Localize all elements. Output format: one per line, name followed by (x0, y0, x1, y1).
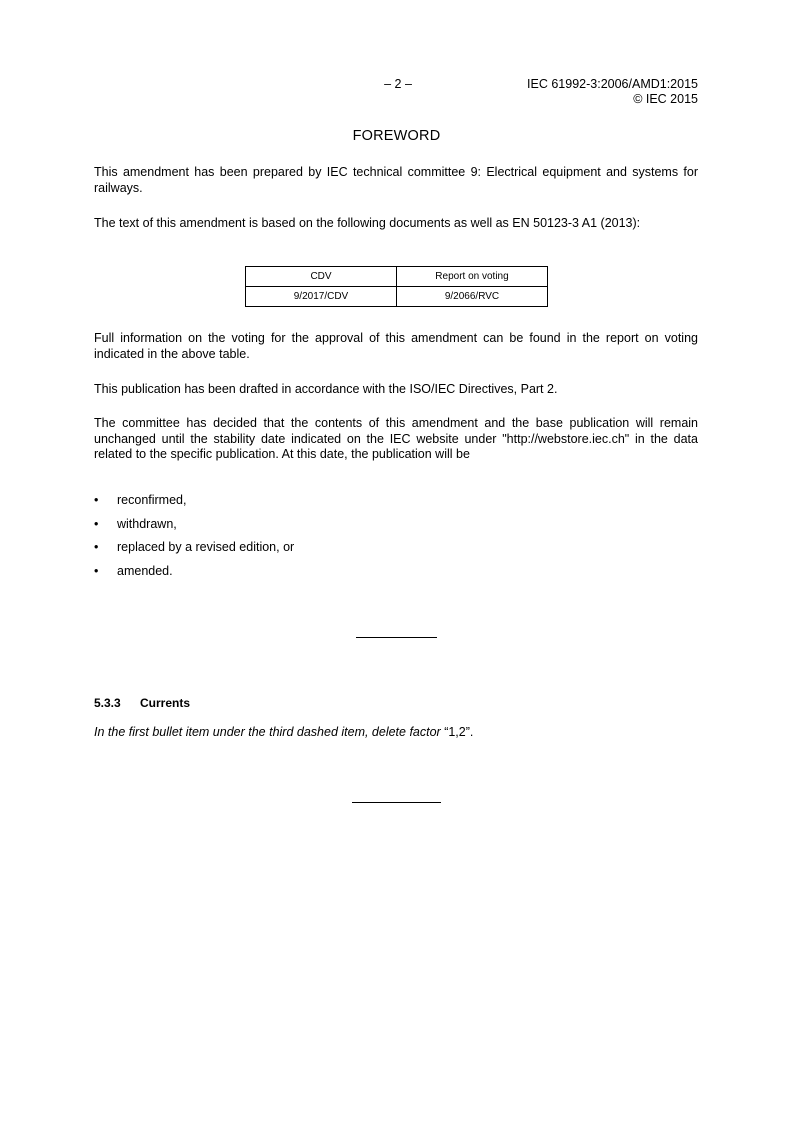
document-reference (527, 77, 698, 107)
bullet-icon: • (94, 540, 99, 554)
table-header-cell: CDV (246, 267, 397, 287)
bullet-icon: • (94, 516, 99, 531)
end-divider (352, 802, 441, 803)
table-cell: 9/2066/RVC (397, 287, 548, 307)
clause-heading (94, 696, 190, 710)
list-item (94, 564, 698, 588)
voting-documents-table (245, 266, 548, 307)
list-item-text: withdrawn, (117, 516, 177, 531)
table-header-row (246, 267, 548, 287)
table-row (246, 287, 548, 307)
copyright-notice: © IEC 2015 (633, 92, 698, 106)
table-header-cell: Report on voting (397, 267, 548, 287)
list-item-text: reconfirmed, (117, 493, 187, 507)
foreword-paragraph-3: Full information on the voting for the approval of this amendment can be found in the report on voting indicated in the above table. (94, 331, 698, 361)
bullet-icon: • (94, 563, 99, 578)
list-item-text: replaced by a revised edition, or (117, 540, 295, 554)
list-item (94, 517, 698, 541)
list-item (94, 493, 698, 517)
foreword-paragraph-5: The committee has decided that the contents of this amendment and the base publication will remain unchanged until the stability date indicated on the IEC website under "http://webstore.iec.ch" in the data related to the specific publication. At this date, the publication will be (94, 416, 698, 461)
doc-reference-number: IEC 61992-3:2006/AMD1:2015 (527, 77, 698, 91)
instruction-value: “1,2”. (440, 725, 474, 739)
page-number: – 2 – (384, 77, 412, 91)
publication-outcome-list (94, 493, 698, 587)
clause-number: 5.3.3 (94, 696, 121, 710)
foreword-title: FOREWORD (352, 128, 441, 144)
section-divider (356, 637, 437, 638)
list-item-text: amended. (117, 563, 173, 578)
list-item (94, 540, 698, 564)
foreword-paragraph-4: This publication has been drafted in accordance with the ISO/IEC Directives, Part 2. (94, 382, 558, 396)
clause-title: Currents (140, 696, 191, 710)
table-cell: 9/2017/CDV (246, 287, 397, 307)
foreword-paragraph-1: This amendment has been prepared by IEC technical committee 9: Electrical equipment and systems for railways. (94, 165, 698, 195)
instruction-text: In the first bullet item under the third dashed item, delete factor (94, 725, 441, 739)
foreword-paragraph-2: The text of this amendment is based on the following documents as well as EN 50123-3 A1 (2013): (94, 216, 641, 230)
amendment-instruction (94, 725, 473, 739)
bullet-icon: • (94, 493, 99, 507)
